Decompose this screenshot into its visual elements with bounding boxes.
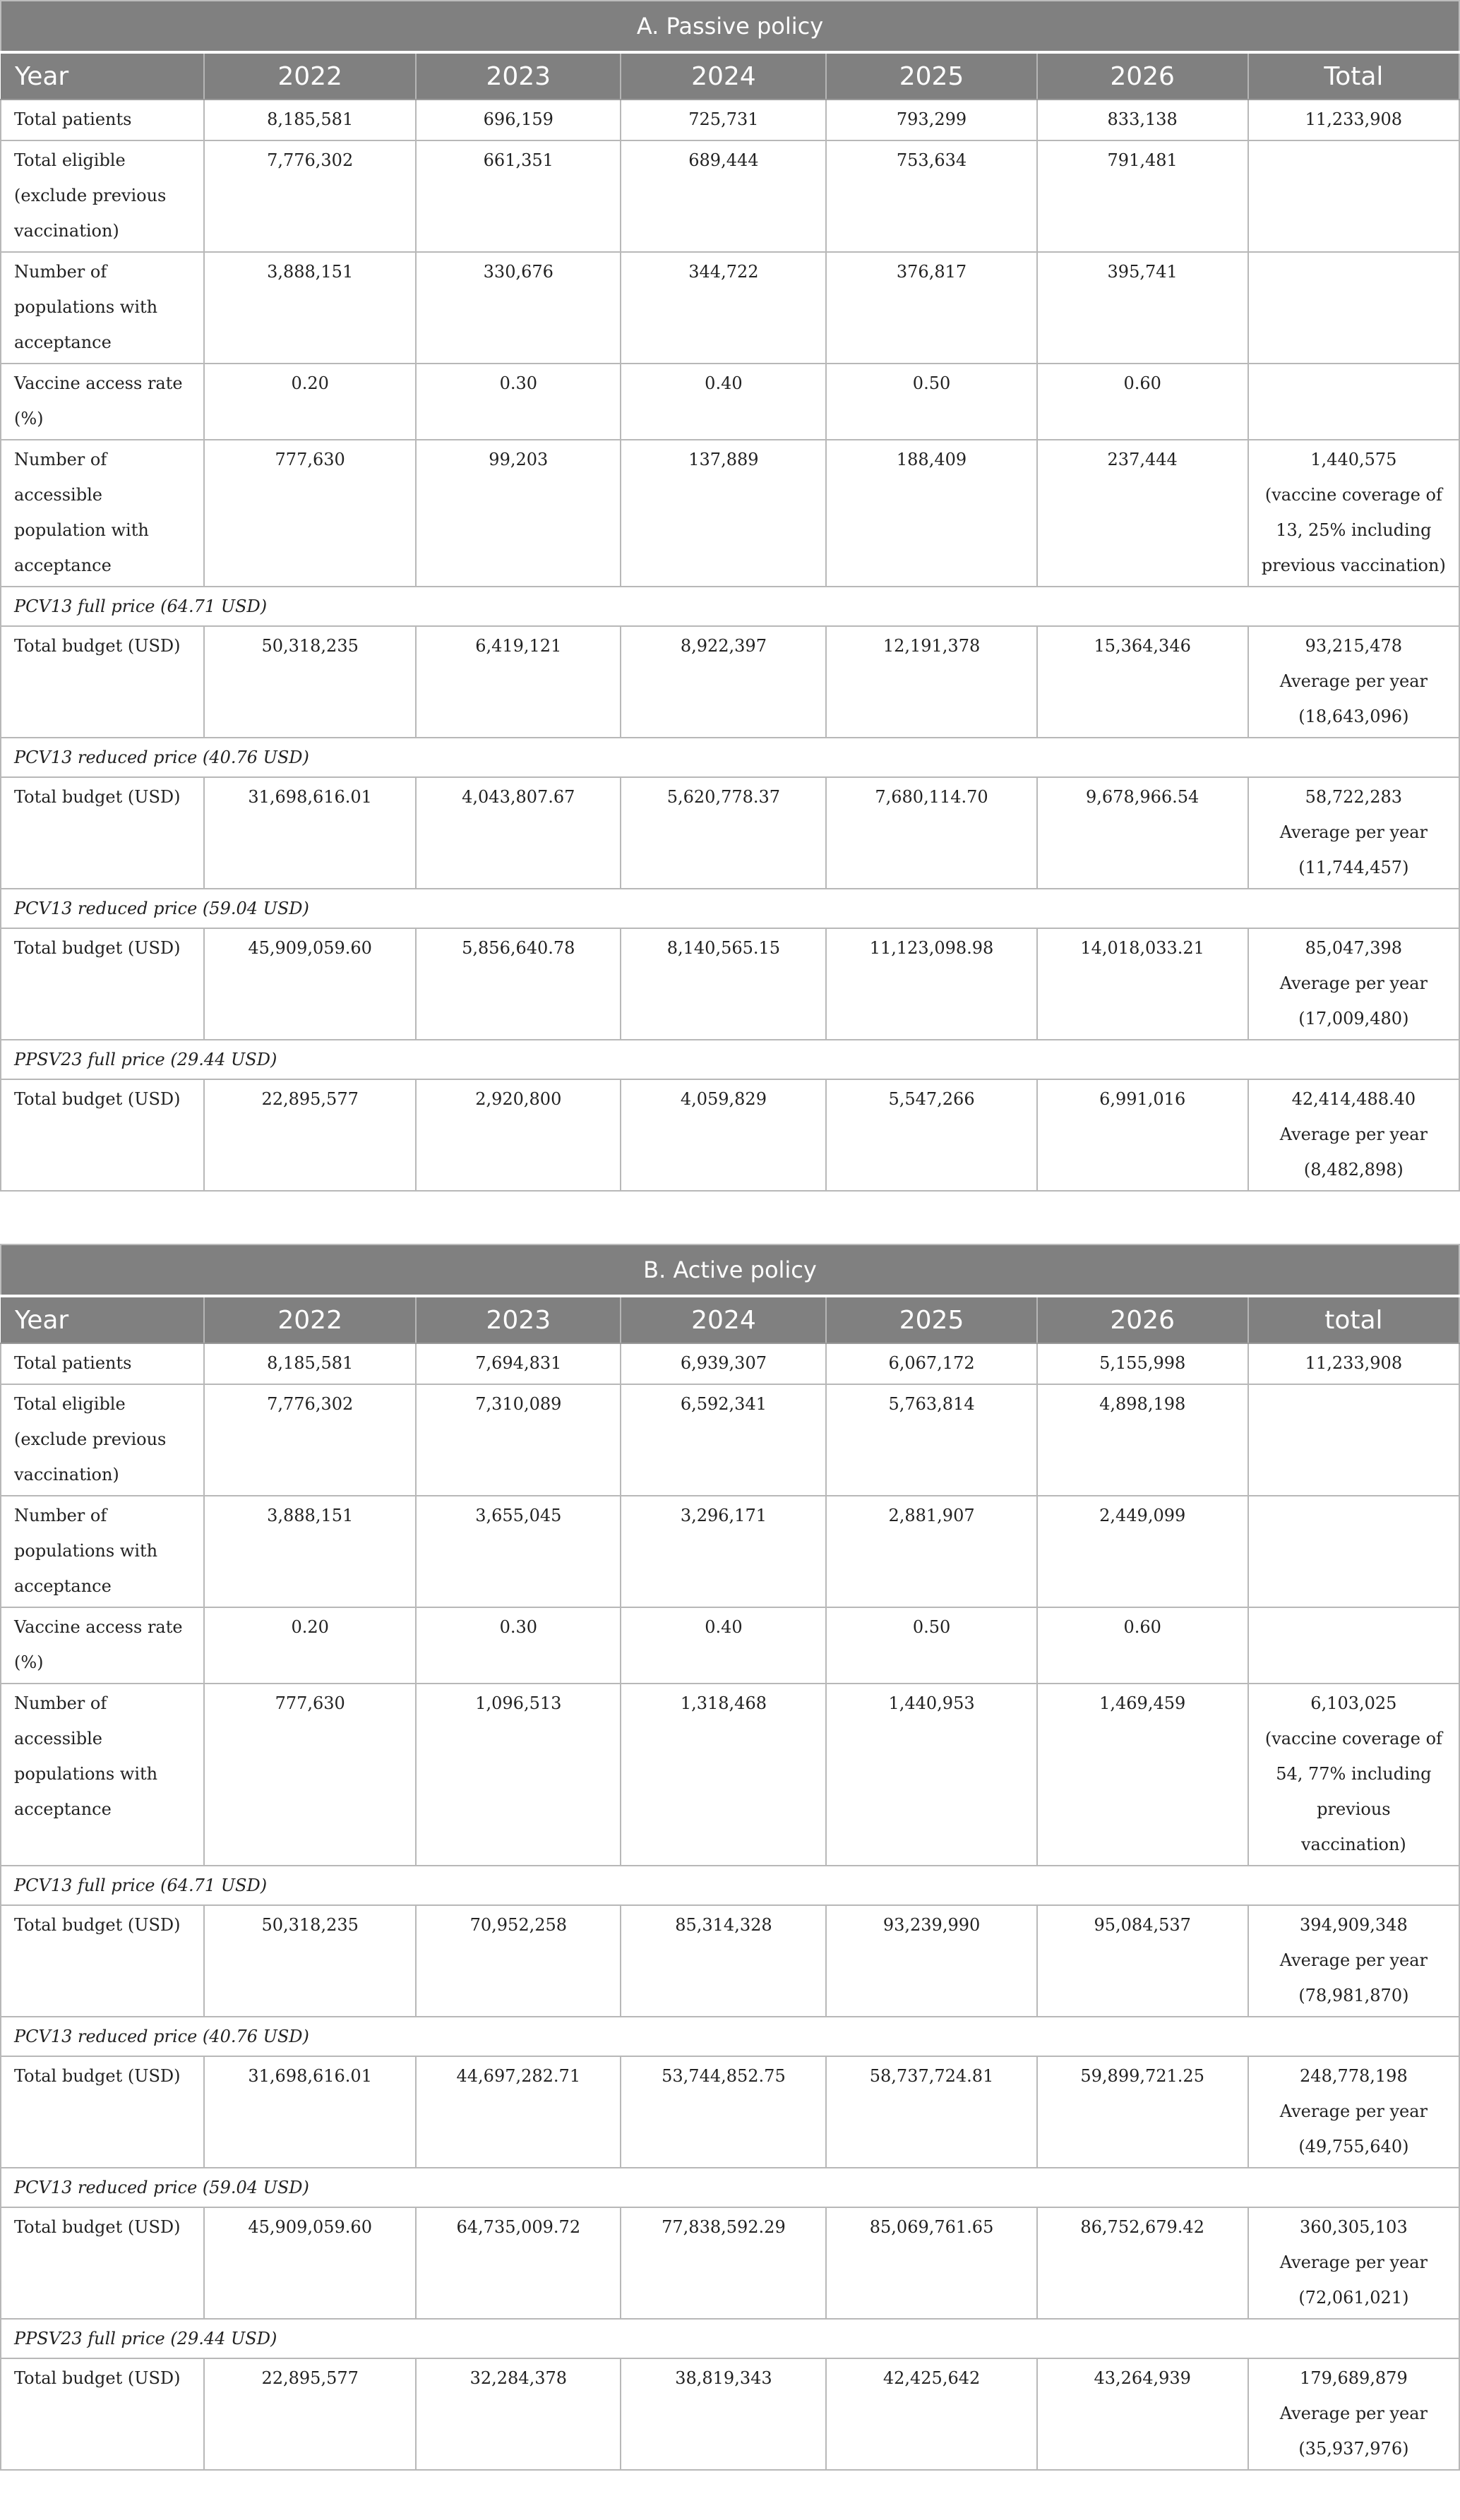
column-header: 2025	[826, 52, 1036, 100]
data-cell: 376,817	[826, 252, 1036, 364]
total-cell	[1248, 252, 1459, 364]
cell-line: 11,233,908	[1305, 109, 1403, 129]
data-cell: 64,735,009.72	[416, 2207, 621, 2319]
cell-line: Average per year	[1279, 2101, 1428, 2121]
total-cell	[1248, 777, 1459, 889]
total-cell	[1248, 440, 1459, 587]
column-header: Year	[1, 52, 204, 100]
cell-line: Total eligible	[14, 1394, 126, 1414]
data-cell: 0.50	[826, 1607, 1036, 1684]
table-row	[1, 440, 1459, 587]
cell-line: (78,981,870)	[1298, 1986, 1409, 2005]
column-header: 2023	[416, 52, 621, 100]
data-cell: 5,856,640.78	[416, 928, 621, 1040]
data-cell: 188,409	[826, 440, 1036, 587]
total-cell	[1248, 1684, 1459, 1866]
data-cell: 7,776,302	[204, 140, 416, 252]
cell-line: 1,440,575	[1310, 450, 1397, 469]
data-cell: 0.50	[826, 364, 1036, 440]
cell-line: populations with	[14, 1764, 158, 1784]
total-cell	[1248, 2358, 1459, 2470]
active-policy-table	[0, 1244, 1460, 2471]
cell-line: Average per year	[1279, 671, 1428, 691]
cell-line: 85,047,398	[1305, 938, 1403, 958]
data-cell: 31,698,616.01	[204, 2056, 416, 2168]
price-section-label: PPSV23 full price (29.44 USD)	[1, 1040, 1459, 1079]
data-cell: 86,752,679.42	[1037, 2207, 1248, 2319]
cell-line: acceptance	[14, 332, 112, 352]
cell-line: vaccination)	[14, 1465, 119, 1484]
data-cell: 793,299	[826, 100, 1036, 140]
total-cell	[1248, 626, 1459, 738]
data-cell: 395,741	[1037, 252, 1248, 364]
data-cell: 4,898,198	[1037, 1384, 1248, 1496]
row-label: Total budget (USD)	[1, 1905, 204, 2017]
row-label	[1, 1607, 204, 1684]
data-cell: 6,067,172	[826, 1343, 1036, 1384]
column-header: Year	[1, 1296, 204, 1343]
data-cell: 777,630	[204, 1684, 416, 1866]
cell-line: acceptance	[14, 1799, 112, 1819]
data-cell: 53,744,852.75	[621, 2056, 826, 2168]
data-cell: 1,318,468	[621, 1684, 826, 1866]
column-header: total	[1248, 1296, 1459, 1343]
data-cell: 6,939,307	[621, 1343, 826, 1384]
section-row	[1, 2017, 1459, 2056]
total-cell	[1248, 2056, 1459, 2168]
data-cell: 5,763,814	[826, 1384, 1036, 1496]
cell-line: (18,643,096)	[1298, 707, 1409, 726]
cell-line: Total eligible	[14, 150, 126, 170]
row-label: Total budget (USD)	[1, 2207, 204, 2319]
header-row	[1, 1296, 1459, 1343]
cell-line: acceptance	[14, 1576, 112, 1596]
cell-line: 6,103,025	[1310, 1693, 1397, 1713]
table-row	[1, 1343, 1459, 1384]
column-header: 2022	[204, 1296, 416, 1343]
data-cell: 661,351	[416, 140, 621, 252]
data-cell: 70,952,258	[416, 1905, 621, 2017]
cell-line: 248,778,198	[1300, 2066, 1408, 2086]
table-row	[1, 252, 1459, 364]
row-label: Total budget (USD)	[1, 2056, 204, 2168]
data-cell: 4,043,807.67	[416, 777, 621, 889]
price-section-label: PCV13 full price (64.71 USD)	[1, 1866, 1459, 1905]
cell-line: vaccination)	[14, 221, 119, 241]
data-cell: 5,620,778.37	[621, 777, 826, 889]
data-cell: 8,922,397	[621, 626, 826, 738]
price-section-label: PCV13 full price (64.71 USD)	[1, 587, 1459, 626]
cell-line: Average per year	[1279, 2404, 1428, 2423]
total-cell	[1248, 1496, 1459, 1607]
data-cell: 0.40	[621, 364, 826, 440]
data-cell: 753,634	[826, 140, 1036, 252]
data-cell: 31,698,616.01	[204, 777, 416, 889]
cell-line: 360,305,103	[1300, 2217, 1408, 2237]
data-cell: 8,140,565.15	[621, 928, 826, 1040]
section-row	[1, 1040, 1459, 1079]
data-cell: 3,888,151	[204, 1496, 416, 1607]
row-label: Total budget (USD)	[1, 1079, 204, 1191]
cell-line: 11,233,908	[1305, 1353, 1403, 1373]
budget-row	[1, 1079, 1459, 1191]
data-cell: 791,481	[1037, 140, 1248, 252]
data-cell: 58,737,724.81	[826, 2056, 1036, 2168]
data-cell: 50,318,235	[204, 1905, 416, 2017]
data-cell: 0.20	[204, 1607, 416, 1684]
budget-row	[1, 1905, 1459, 2017]
data-cell: 1,440,953	[826, 1684, 1036, 1866]
data-cell: 344,722	[621, 252, 826, 364]
row-label	[1, 100, 204, 140]
data-cell: 1,469,459	[1037, 1684, 1248, 1866]
column-header: 2022	[204, 52, 416, 100]
total-cell	[1248, 1607, 1459, 1684]
data-cell: 0.30	[416, 364, 621, 440]
data-cell: 7,680,114.70	[826, 777, 1036, 889]
cell-line: (17,009,480)	[1298, 1009, 1409, 1028]
total-cell	[1248, 100, 1459, 140]
cell-line: Number of	[14, 450, 107, 469]
column-header: Total	[1248, 52, 1459, 100]
column-header: 2026	[1037, 1296, 1248, 1343]
data-cell: 725,731	[621, 100, 826, 140]
data-cell: 11,123,098.98	[826, 928, 1036, 1040]
data-cell: 330,676	[416, 252, 621, 364]
row-label	[1, 1496, 204, 1607]
row-label: Total budget (USD)	[1, 928, 204, 1040]
section-row	[1, 587, 1459, 626]
column-header: 2026	[1037, 52, 1248, 100]
data-cell: 0.20	[204, 364, 416, 440]
cell-line: 42,414,488.40	[1291, 1089, 1416, 1109]
cell-line: Total patients	[14, 109, 132, 129]
price-section-label: PCV13 reduced price (40.76 USD)	[1, 2017, 1459, 2056]
section-row	[1, 1866, 1459, 1905]
cell-line: 93,215,478	[1305, 636, 1403, 656]
cell-line: (72,061,021)	[1298, 2288, 1409, 2308]
data-cell: 689,444	[621, 140, 826, 252]
data-cell: 5,155,998	[1037, 1343, 1248, 1384]
cell-line: Average per year	[1279, 973, 1428, 993]
section-row	[1, 2168, 1459, 2207]
cell-line: 394,909,348	[1300, 1915, 1408, 1935]
data-cell: 2,449,099	[1037, 1496, 1248, 1607]
cell-line: (exclude previous	[14, 186, 167, 205]
total-cell	[1248, 2207, 1459, 2319]
table-row	[1, 140, 1459, 252]
data-cell: 9,678,966.54	[1037, 777, 1248, 889]
budget-row	[1, 2056, 1459, 2168]
budget-row	[1, 2358, 1459, 2470]
row-label	[1, 252, 204, 364]
column-header: 2024	[621, 1296, 826, 1343]
cell-line: populations with	[14, 297, 158, 317]
data-cell: 777,630	[204, 440, 416, 587]
cell-line: (49,755,640)	[1298, 2137, 1409, 2156]
budget-row	[1, 626, 1459, 738]
section-row	[1, 2319, 1459, 2358]
cell-line: (8,482,898)	[1303, 1160, 1404, 1180]
data-cell: 1,096,513	[416, 1684, 621, 1866]
cell-line: Number of	[14, 1693, 107, 1713]
section-row	[1, 738, 1459, 777]
data-cell: 137,889	[621, 440, 826, 587]
cell-line: accessible	[14, 1729, 102, 1748]
policy-table	[0, 0, 1460, 1192]
cell-line: acceptance	[14, 556, 112, 575]
data-cell: 2,920,800	[416, 1079, 621, 1191]
table-title: A. Passive policy	[1, 1, 1459, 52]
row-label	[1, 1684, 204, 1866]
data-cell: 14,018,033.21	[1037, 928, 1248, 1040]
budget-row	[1, 777, 1459, 889]
policy-table	[0, 1244, 1460, 2471]
cell-line: Average per year	[1279, 822, 1428, 842]
cell-line: Vaccine access rate	[14, 1617, 183, 1637]
cell-line: Vaccine access rate	[14, 373, 183, 393]
price-section-label: PPSV23 full price (29.44 USD)	[1, 2319, 1459, 2358]
data-cell: 7,694,831	[416, 1343, 621, 1384]
cell-line: (vaccine coverage of	[1264, 1729, 1442, 1748]
cell-line: 13, 25% including	[1276, 520, 1432, 540]
total-cell	[1248, 1079, 1459, 1191]
data-cell: 8,185,581	[204, 100, 416, 140]
data-cell: 38,819,343	[621, 2358, 826, 2470]
data-cell: 42,425,642	[826, 2358, 1036, 2470]
data-cell: 45,909,059.60	[204, 2207, 416, 2319]
row-label	[1, 440, 204, 587]
cell-line: Average per year	[1279, 1124, 1428, 1144]
data-cell: 12,191,378	[826, 626, 1036, 738]
data-cell: 6,419,121	[416, 626, 621, 738]
row-label: Total budget (USD)	[1, 626, 204, 738]
cell-line: populations with	[14, 1541, 158, 1561]
data-cell: 59,899,721.25	[1037, 2056, 1248, 2168]
data-cell: 32,284,378	[416, 2358, 621, 2470]
data-cell: 7,310,089	[416, 1384, 621, 1496]
cell-line: previous	[1317, 1799, 1391, 1819]
total-cell	[1248, 928, 1459, 1040]
cell-line: (vaccine coverage of	[1264, 485, 1442, 505]
column-header: 2025	[826, 1296, 1036, 1343]
total-cell	[1248, 364, 1459, 440]
cell-line: (35,937,976)	[1298, 2439, 1409, 2459]
data-cell: 93,239,990	[826, 1905, 1036, 2017]
total-cell	[1248, 140, 1459, 252]
cell-line: vaccination)	[1300, 1835, 1406, 1854]
cell-line: (%)	[14, 409, 44, 428]
data-cell: 6,592,341	[621, 1384, 826, 1496]
header-row	[1, 52, 1459, 100]
column-header: 2024	[621, 52, 826, 100]
data-cell: 77,838,592.29	[621, 2207, 826, 2319]
data-cell: 0.40	[621, 1607, 826, 1684]
price-section-label: PCV13 reduced price (40.76 USD)	[1, 738, 1459, 777]
cell-line: Number of	[14, 262, 107, 282]
row-label	[1, 364, 204, 440]
row-label: Total budget (USD)	[1, 2358, 204, 2470]
budget-row	[1, 2207, 1459, 2319]
cell-line: population with	[14, 520, 149, 540]
cell-line: (%)	[14, 1652, 44, 1672]
passive-policy-table	[0, 0, 1460, 1192]
cell-line: (11,744,457)	[1298, 858, 1409, 877]
data-cell: 4,059,829	[621, 1079, 826, 1191]
cell-line: Total patients	[14, 1353, 132, 1373]
cell-line: Average per year	[1279, 2252, 1428, 2272]
table-row	[1, 364, 1459, 440]
data-cell: 0.30	[416, 1607, 621, 1684]
data-cell: 3,655,045	[416, 1496, 621, 1607]
table-row	[1, 1684, 1459, 1866]
cell-line: accessible	[14, 485, 102, 505]
data-cell: 3,296,171	[621, 1496, 826, 1607]
table-row	[1, 1384, 1459, 1496]
data-cell: 22,895,577	[204, 2358, 416, 2470]
data-cell: 6,991,016	[1037, 1079, 1248, 1191]
data-cell: 50,318,235	[204, 626, 416, 738]
row-label	[1, 1343, 204, 1384]
row-label	[1, 1384, 204, 1496]
total-cell	[1248, 1905, 1459, 2017]
data-cell: 45,909,059.60	[204, 928, 416, 1040]
budget-row	[1, 928, 1459, 1040]
cell-line: (exclude previous	[14, 1429, 167, 1449]
table-row	[1, 1607, 1459, 1684]
cell-line: 179,689,879	[1300, 2368, 1408, 2388]
data-cell: 3,888,151	[204, 252, 416, 364]
cell-line: 58,722,283	[1305, 787, 1403, 807]
row-label	[1, 140, 204, 252]
data-cell: 99,203	[416, 440, 621, 587]
total-cell	[1248, 1384, 1459, 1496]
table-title-row	[1, 1, 1459, 52]
data-cell: 2,881,907	[826, 1496, 1036, 1607]
data-cell: 0.60	[1037, 364, 1248, 440]
data-cell: 5,547,266	[826, 1079, 1036, 1191]
data-cell: 43,264,939	[1037, 2358, 1248, 2470]
cell-line: previous vaccination)	[1261, 556, 1446, 575]
table-title-row	[1, 1244, 1459, 1296]
data-cell: 85,314,328	[621, 1905, 826, 2017]
cell-line: Average per year	[1279, 1950, 1428, 1970]
cell-line: Number of	[14, 1506, 107, 1525]
total-cell	[1248, 1343, 1459, 1384]
section-row	[1, 889, 1459, 928]
price-section-label: PCV13 reduced price (59.04 USD)	[1, 2168, 1459, 2207]
price-section-label: PCV13 reduced price (59.04 USD)	[1, 889, 1459, 928]
data-cell: 85,069,761.65	[826, 2207, 1036, 2319]
data-cell: 0.60	[1037, 1607, 1248, 1684]
data-cell: 833,138	[1037, 100, 1248, 140]
data-cell: 44,697,282.71	[416, 2056, 621, 2168]
table-row	[1, 100, 1459, 140]
data-cell: 95,084,537	[1037, 1905, 1248, 2017]
row-label: Total budget (USD)	[1, 777, 204, 889]
table-row	[1, 1496, 1459, 1607]
cell-line: 54, 77% including	[1276, 1764, 1432, 1784]
column-header: 2023	[416, 1296, 621, 1343]
table-title: B. Active policy	[1, 1244, 1459, 1296]
data-cell: 696,159	[416, 100, 621, 140]
data-cell: 15,364,346	[1037, 626, 1248, 738]
data-cell: 22,895,577	[204, 1079, 416, 1191]
data-cell: 7,776,302	[204, 1384, 416, 1496]
data-cell: 8,185,581	[204, 1343, 416, 1384]
data-cell: 237,444	[1037, 440, 1248, 587]
